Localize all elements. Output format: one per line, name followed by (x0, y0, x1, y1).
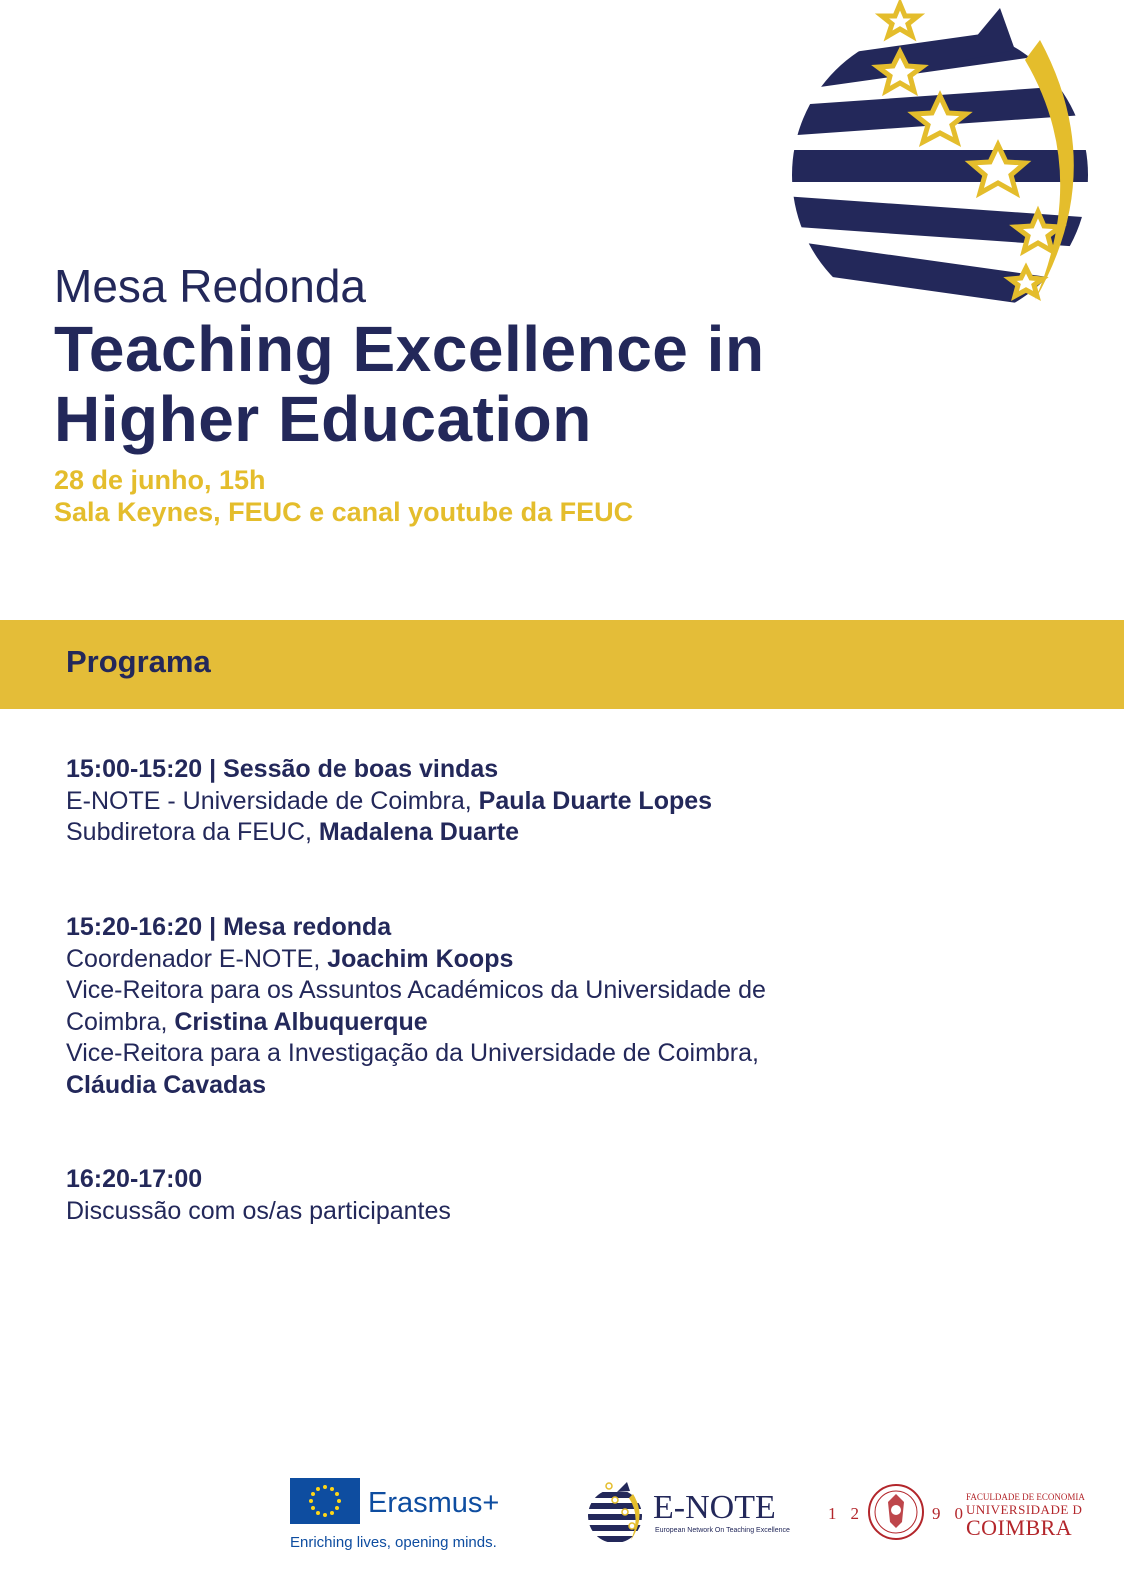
programa-heading: Programa (66, 644, 211, 679)
programa-band (0, 620, 1124, 709)
faculty-name: FACULDADE DE ECONOMIA (966, 1492, 1085, 1502)
event-date: 28 de junho, 15h (54, 465, 266, 495)
schedule-line (66, 1070, 966, 1102)
schedule-heading: 15:00-15:20 | Sessão de boas vindas (66, 755, 499, 783)
schedule-line (66, 786, 966, 818)
event-type: Mesa Redonda (54, 260, 366, 312)
schedule-line (66, 1007, 966, 1039)
speaker-name: Joachim Koops (327, 944, 514, 973)
erasmus-logo (290, 1478, 530, 1558)
enote-name: E-NOTE (653, 1489, 776, 1526)
city-name: COIMBRA (966, 1515, 1073, 1540)
speaker-role: Coimbra, (66, 1007, 175, 1036)
speaker-role: Vice-Reitora para a Investigação da Universidade de Coimbra, (66, 1039, 759, 1067)
schedule-heading: 15:20-16:20 | Mesa redonda (66, 913, 392, 941)
enote-subtitle: European Network On Teaching Excellence (655, 1527, 790, 1534)
schedule-description: Discussão com os/as participantes (66, 1196, 451, 1225)
year-right: 90 (932, 1504, 977, 1523)
schedule-block (66, 754, 966, 849)
speaker-name: Paula Duarte Lopes (478, 786, 713, 815)
schedule-block (66, 1164, 966, 1227)
schedule-heading: 16:20-17:00 (66, 1165, 203, 1193)
speaker-role: Subdiretora da FEUC, (66, 818, 319, 846)
university-name: UNIVERSIDADE D (966, 1502, 1083, 1517)
university-seal-icon (866, 1482, 926, 1542)
year-left: 12 (828, 1504, 873, 1523)
event-title: Teaching Excellence in Higher Education (54, 313, 765, 455)
eu-flag-icon (290, 1478, 360, 1524)
schedule-line (66, 1196, 966, 1228)
erasmus-name: Erasmus+ (368, 1487, 500, 1519)
enote-globe-icon (585, 1480, 647, 1544)
schedule-block (66, 912, 966, 1101)
speaker-role: Vice-Reitora para os Assuntos Académicos da Universidade de (66, 976, 766, 1004)
speaker-name: Madalena Duarte (318, 818, 519, 846)
schedule-line (66, 1038, 966, 1070)
coimbra-logo (828, 1478, 1098, 1558)
schedule-line (66, 975, 966, 1007)
speaker-name: Cristina Albuquerque (174, 1007, 428, 1036)
enote-globe-graphic (790, 0, 1100, 320)
speaker-role: E-NOTE - Universidade de Coimbra, (66, 786, 479, 815)
schedule-line (66, 944, 966, 976)
erasmus-tagline: Enriching lives, opening minds. (290, 1534, 497, 1551)
schedule-line (66, 817, 966, 849)
speaker-name: Cláudia Cavadas (66, 1070, 267, 1099)
event-venue: Sala Keynes, FEUC e canal youtube da FEUC (54, 497, 634, 527)
speaker-role: Coordenador E-NOTE, (66, 944, 328, 973)
enote-logo (585, 1480, 810, 1550)
